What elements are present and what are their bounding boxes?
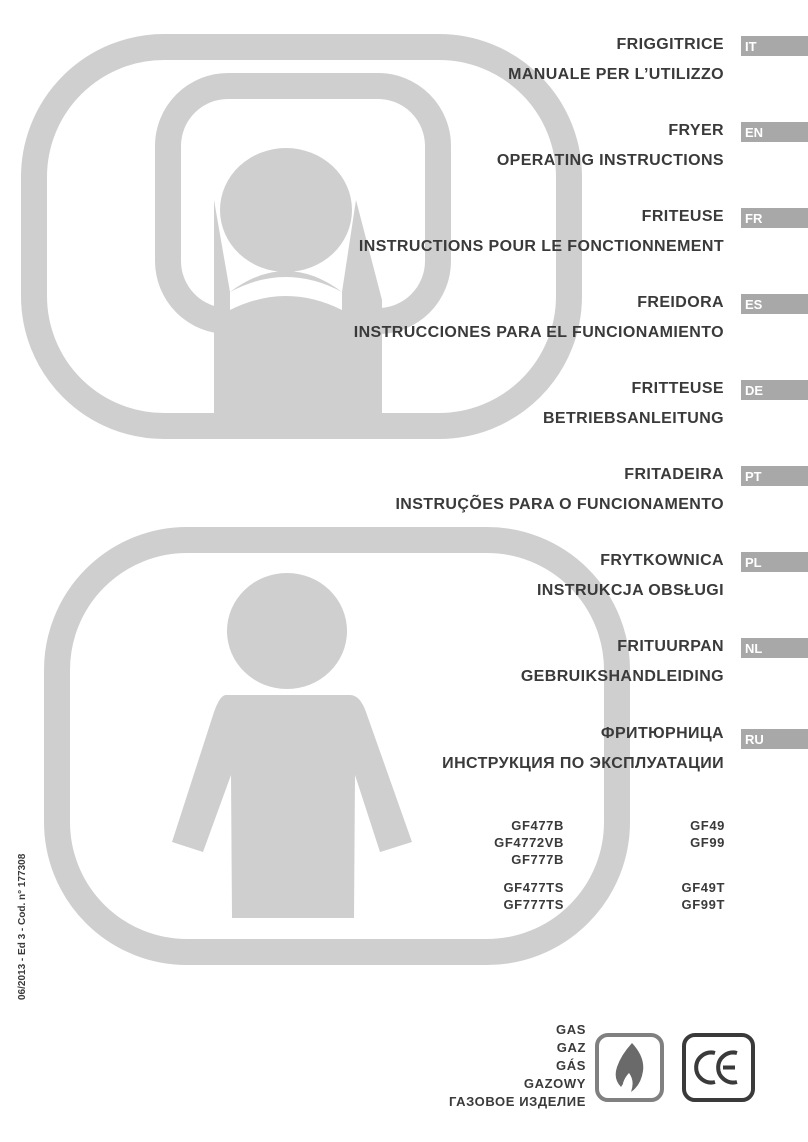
gas-labels bbox=[449, 1021, 586, 1111]
model-number: GF99 bbox=[690, 835, 725, 850]
lang-subtitle: INSTRUÇÕES PARA O FUNCIONAMENTO bbox=[395, 496, 724, 513]
lang-subtitle: BETRIEBSANLEITUNG bbox=[542, 410, 724, 427]
ce-mark-icon bbox=[682, 1033, 755, 1102]
model-number: GF777B bbox=[511, 852, 564, 867]
gas-label: GAZOWY bbox=[523, 1076, 586, 1091]
lang-subtitle: ИНСТРУКЦИЯ ПО ЭКСПЛУАТАЦИИ bbox=[442, 755, 724, 772]
lang-tab: ES bbox=[741, 294, 808, 314]
document-code-text: 06/2013 - Ed 3 - Cod. n° 177308 bbox=[17, 853, 28, 1000]
model-number: GF99T bbox=[681, 897, 725, 912]
lang-tab: EN bbox=[741, 122, 808, 142]
lang-title: FREIDORA bbox=[637, 294, 724, 311]
model-number: GF49T bbox=[681, 880, 725, 895]
lang-tab: DE bbox=[741, 380, 808, 400]
lang-title: FRYTKOWNICA bbox=[600, 552, 724, 569]
model-list bbox=[0, 818, 808, 918]
lang-subtitle: INSTRUCCIONES PARA EL FUNCIONAMIENTO bbox=[353, 324, 724, 341]
lang-title: ФРИТЮРНИЦА bbox=[600, 725, 724, 742]
gas-label: ГАЗОВОЕ ИЗДЕЛИЕ bbox=[448, 1094, 586, 1109]
lang-title: FRITUURPAN bbox=[617, 638, 724, 655]
lang-tab: FR bbox=[741, 208, 808, 228]
lang-tab: PT bbox=[741, 466, 808, 486]
lang-tab: IT bbox=[741, 36, 808, 56]
lang-subtitle: INSTRUKCJA OBSŁUGI bbox=[536, 582, 724, 599]
lang-tab: PL bbox=[741, 552, 808, 572]
model-number: GF4772VB bbox=[494, 835, 564, 850]
lang-subtitle: MANUALE PER L’UTILIZZO bbox=[508, 66, 724, 83]
model-number: GF49 bbox=[690, 818, 725, 833]
lang-tab: RU bbox=[741, 729, 808, 749]
lang-title: FRYER bbox=[668, 122, 724, 139]
lang-subtitle: INSTRUCTIONS POUR LE FONCTIONNEMENT bbox=[358, 238, 724, 255]
model-number: GF477TS bbox=[503, 880, 564, 895]
flame-icon bbox=[595, 1033, 664, 1102]
lang-title: FRITEUSE bbox=[641, 208, 724, 225]
lang-subtitle: GEBRUIKSHANDLEIDING bbox=[520, 668, 724, 685]
lang-subtitle: OPERATING INSTRUCTIONS bbox=[496, 152, 724, 169]
gas-label: GAZ bbox=[556, 1040, 586, 1055]
lang-title: FRIGGITRICE bbox=[616, 36, 724, 53]
lang-title: FRITTEUSE bbox=[631, 380, 724, 397]
model-number: GF477B bbox=[511, 818, 564, 833]
lang-tab: NL bbox=[741, 638, 808, 658]
model-number: GF777TS bbox=[503, 897, 564, 912]
gas-label: GÁS bbox=[556, 1058, 586, 1073]
gas-label: GAS bbox=[556, 1022, 586, 1037]
lang-title: FRITADEIRA bbox=[624, 466, 724, 483]
